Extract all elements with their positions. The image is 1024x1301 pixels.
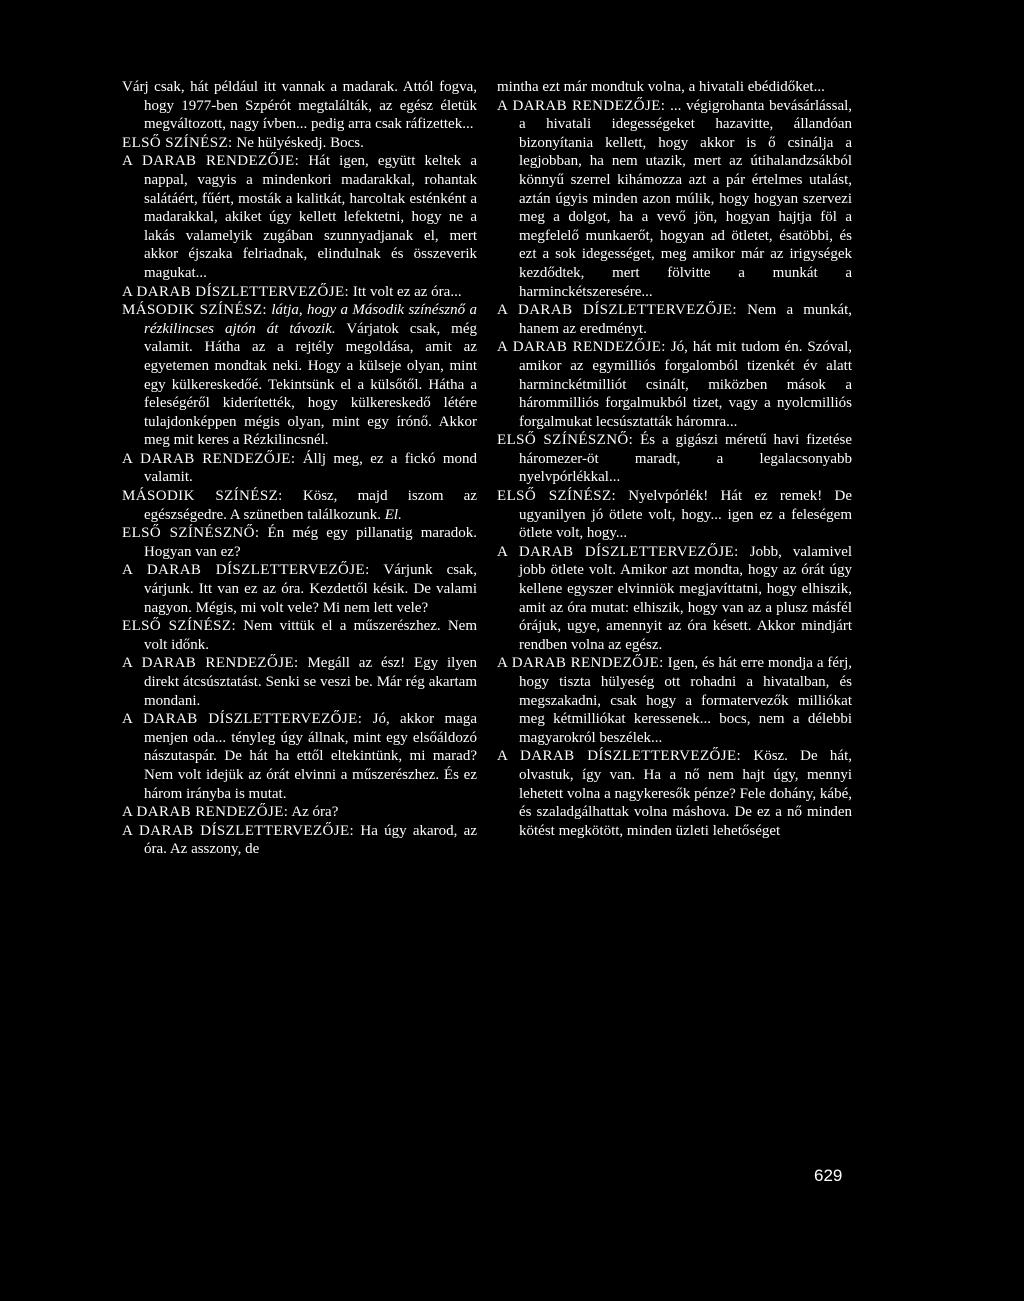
dialogue-paragraph: [122, 524, 477, 561]
speech-text: Nem a munkát, hanem az eredményt.: [519, 302, 853, 337]
dialogue-paragraph: [497, 543, 852, 655]
text-column-left: [122, 78, 477, 859]
dialogue-paragraph: [122, 78, 477, 134]
speech-text: Nem vittük el a műszerészhez. Nem volt időnk.: [144, 618, 477, 653]
speech-text: Nyelvpórlék! Hát ez remek! De ugyanilyen jó ötlete volt, hogy... igen ez a feleségem ötlete volt, hogy...: [519, 488, 852, 542]
speaker-label: A DARAB RENDEZŐJE:: [497, 339, 666, 356]
speaker-label: A DARAB RENDEZŐJE:: [122, 153, 300, 170]
dialogue-paragraph: [122, 487, 477, 524]
speaker-label: MÁSODIK SZÍNÉSZ:: [122, 488, 283, 505]
dialogue-paragraph: [122, 710, 477, 803]
stage-direction: látja, hogy a Második színésznő a rézkilincses ajtón át távozik.: [144, 302, 478, 337]
dialogue-paragraph: [122, 152, 477, 282]
speaker-label: A DARAB RENDEZŐJE:: [122, 804, 289, 821]
dialogue-paragraph: [122, 301, 477, 450]
speaker-label: A DARAB DÍSZLETTERVEZŐJE:: [122, 283, 350, 300]
speaker-label: A DARAB RENDEZŐJE:: [122, 450, 296, 467]
speaker-label: A DARAB DÍSZLETTERVEZŐJE:: [122, 562, 370, 579]
speech-text: Jó, akkor maga menjen oda... tényleg úgy állnak, mint egy elsőáldozó nászutaspár. De hát ha ettől eltekintünk, mi marad? Nem volt idejük az órát elvinni a műszerészhez. És ez három irányba is mutat.: [144, 711, 477, 802]
speech-text: Kösz. De hát, olvastuk, így van. Ha a nő nem hajt úgy, mennyi lehetett volna a nagykeresők pénze? Fele dohány, kábé, és szaladgálhattak volna máshova. De ez a nő minden kötést megkötött, minden üzleti lehetőséget: [519, 748, 852, 839]
speech-text: Az óra?: [291, 804, 339, 821]
dialogue-paragraph: [122, 283, 477, 302]
dialogue-paragraph: [497, 338, 852, 431]
speaker-label: ELSŐ SZÍNÉSZNŐ:: [122, 525, 260, 542]
speech-text: Jó, hát mit tudom én. Szóval, amikor az egymilliós forgalomból tizenkét év alatt harminckétmilliót csinált, miközben mások a hárommilliós forgalmukból tizet, vagy a nyolcmilliós forgalmukat lecsúsztatták háromra...: [519, 339, 853, 430]
speaker-label: ELSŐ SZÍNÉSZNŐ:: [497, 432, 634, 449]
dialogue-paragraph: [122, 617, 477, 654]
speaker-label: MÁSODIK SZÍNÉSZ:: [122, 302, 267, 319]
dialogue-paragraph: [122, 654, 477, 710]
speaker-label: ELSŐ SZÍNÉSZ:: [497, 488, 617, 505]
speech-text: ... végigrohanta bevásárlással, a hivatali idegességeket hazavitte, állandóan bizonyítania kellett, hogy akkor is ő csinálja a legjobban, ha nem utazik, mert az útihalandzsákból könnyű szerrel kihámozza azt a pár értelmes utalást, aztán úgyis minden azon múlik, hogy hogyan szervezi meg a dolgot, ha a vevő jön, hogyan hajtja föl a megfelelő munkaerőt, hogyan ad ötletet, ésatöbbi, és ezt a sok idegességet, meg amikor már az irigységek kezdődtek, mert fölvitte a munkát a harminckétszeresére...: [519, 97, 853, 300]
speech-text: Én még egy pillanatig maradok. Hogyan van ez?: [144, 525, 477, 560]
speaker-label: A DARAB DÍSZLETTERVEZŐJE:: [497, 302, 737, 319]
dialogue-paragraph: [497, 301, 852, 338]
speech-text: Várj csak, hát például itt vannak a madarak. Attól fogva, hogy 1977-ben Szpérót megtalálták, az egész életük megváltozott, nagy ívben... pedig arra csak ráfizettek...: [122, 79, 477, 133]
dialogue-paragraph: [497, 431, 852, 487]
speaker-label: A DARAB RENDEZŐJE:: [122, 655, 299, 672]
speech-text: Kösz, majd iszom az egészségedre. A szünetben találkozunk.: [144, 488, 477, 523]
dialogue-paragraph: [497, 747, 852, 840]
speech-text: Megáll az ész! Egy ilyen direkt átcsúsztatást. Senki se veszi be. Már rég akartam mondani.: [144, 655, 477, 709]
dialogue-paragraph: [122, 450, 477, 487]
dialogue-paragraph: [497, 487, 852, 543]
speech-text: Jobb, valamivel jobb ötlete volt. Amikor azt mondta, hogy az órát úgy kellene egyszer elvinniök megjavíttatni, hogy elhiszik, amit az óra mutat: elhiszik, hogy van az a plusz másfél órájuk, ugye, amennyit az óra késett. Akkor mindjárt rendben volna az egész.: [519, 543, 853, 653]
page-number: 629: [814, 1166, 843, 1185]
dialogue-paragraph: [497, 78, 852, 97]
speech-text: Állj meg, ez a fickó mond valamit.: [144, 450, 477, 486]
dialogue-paragraph: [122, 134, 477, 153]
speech-text: Várjatok csak, még valamit. Hátha az a rejtély megoldása, amit az egyetemen mondtak neki. Hogy a külseje olyan, mint egy külkereskedőé. Tekintsünk el a külsőtől. Hátha a feleségéről kiderítették, hogy külkereskedő létére tulajdonképpen mégis olyan, mint egy írónő. Akkor meg mit keres a Rézkilincsnél.: [144, 320, 477, 449]
speaker-label: A DARAB RENDEZŐJE:: [497, 655, 664, 672]
speech-text: Itt volt ez az óra...: [352, 283, 462, 300]
dialogue-paragraph: [497, 97, 852, 302]
speech-text: Igen, és hát erre mondja a férj, hogy tiszta hülyeség ott rohadni a hivatalban, és megszakadni, csak hogy a formatervezők milliókat meg kétmilliókat keressenek... bocs, nem a délebbi magyarokról beszélek...: [519, 655, 852, 746]
dialogue-paragraph: [122, 822, 477, 859]
dialogue-paragraph: [122, 561, 477, 617]
speech-text: Ne hülyéskedj. Bocs.: [236, 134, 364, 151]
speech-text: Várjunk csak, várjunk. Itt van ez az óra. Kezdettől késik. De valami nagyon. Mégis, mi volt vele? Mi nem lett vele?: [144, 562, 477, 616]
speaker-label: ELSŐ SZÍNÉSZ:: [122, 134, 233, 151]
speech-text: Hát igen, együtt keltek a nappal, vagyis a mindenkori madarakkal, rohantak salátáért, fűért, mosták a kalitkát, harcoltak esténként a madarakkal, akiket úgy kellett lefektetni, hogy ne a lakás valamelyik zugában szunnyadjanak el, mert akkor éjszaka felriadnak, elindulnak és összeverik magukat...: [144, 153, 477, 281]
speaker-label: ELSŐ SZÍNÉSZ:: [122, 618, 237, 635]
speaker-label: A DARAB DÍSZLETTERVEZŐJE:: [122, 711, 363, 728]
speech-text: Ha úgy akarod, az óra. Az asszony, de: [144, 822, 477, 858]
dialogue-paragraph: [122, 803, 477, 822]
speech-text: mintha ezt már mondtuk volna, a hivatali ebédidőket...: [497, 79, 825, 95]
speech-text: És a gigászi méretű havi fizetése háromezer-öt maradt, a legalacsonyabb nyelvpórlékkal...: [519, 432, 852, 486]
speaker-label: A DARAB RENDEZŐJE:: [497, 97, 666, 114]
text-column-right: [497, 78, 852, 840]
speaker-label: A DARAB DÍSZLETTERVEZŐJE:: [497, 543, 739, 560]
speaker-label: A DARAB DÍSZLETTERVEZŐJE:: [122, 822, 355, 839]
dialogue-paragraph: [497, 654, 852, 747]
speaker-label: A DARAB DÍSZLETTERVEZŐJE:: [497, 748, 742, 765]
stage-direction: El.: [384, 506, 402, 523]
